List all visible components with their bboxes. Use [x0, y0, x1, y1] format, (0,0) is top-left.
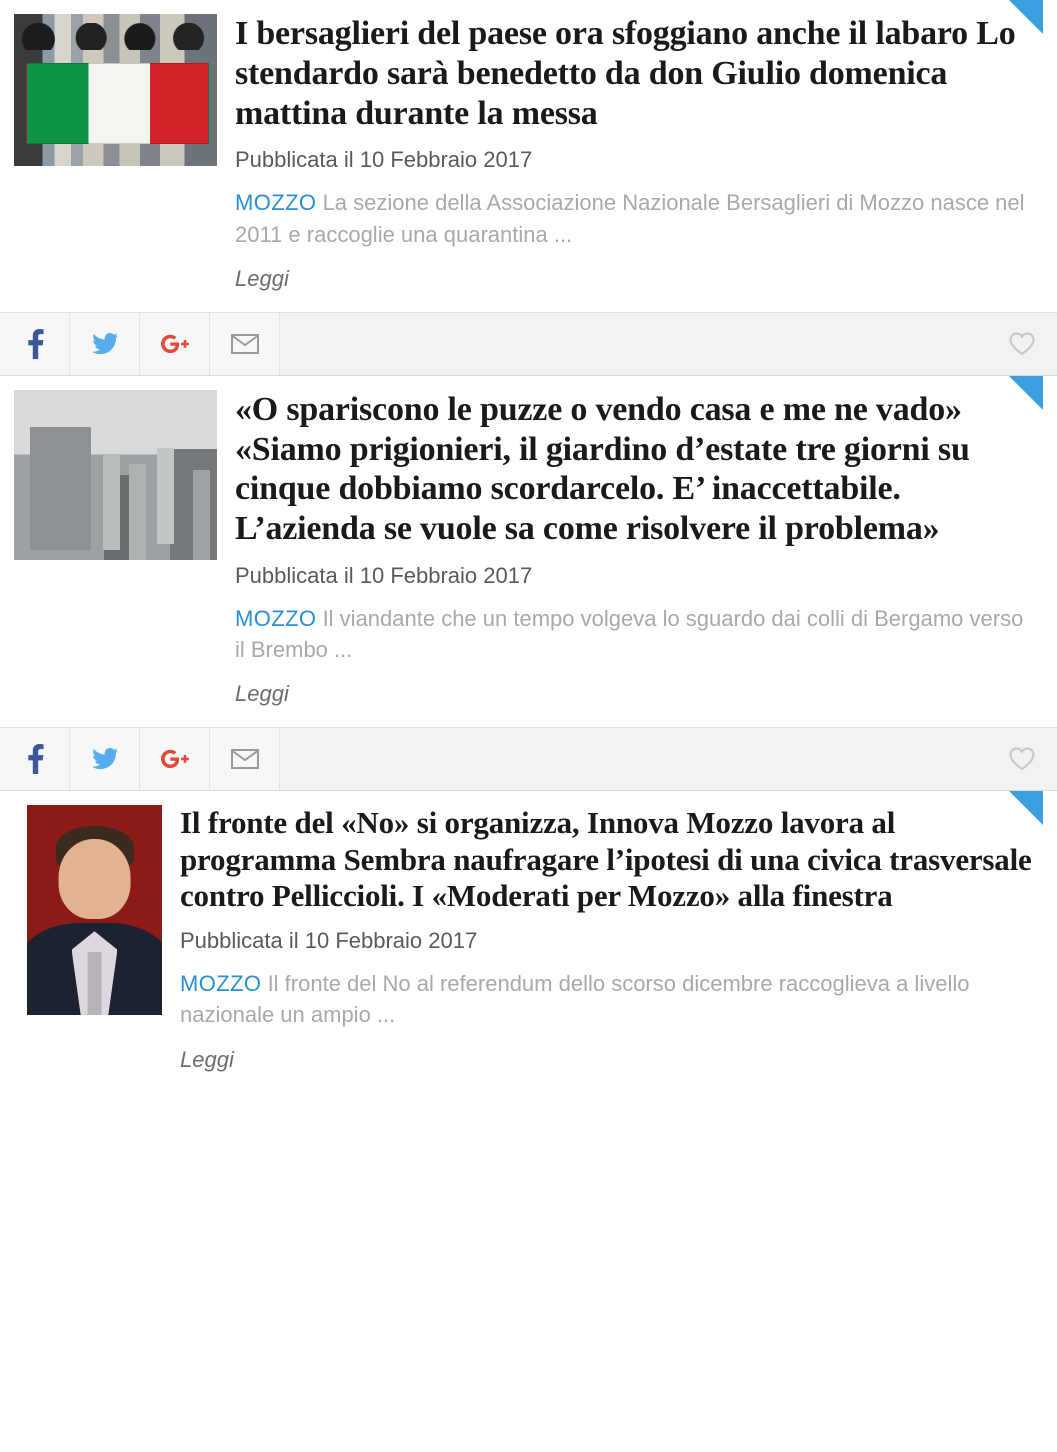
article-headline[interactable]: I bersaglieri del paese ora sfoggiano anche il labaro Lo stendardo sarà benedetto da don Giulio domenica mattina durante la messa: [235, 15, 1016, 132]
corner-ribbon-icon: [1009, 791, 1043, 825]
share-twitter-button[interactable]: [70, 728, 140, 790]
facebook-icon: [26, 329, 44, 359]
share-email-button[interactable]: [210, 728, 280, 790]
share-email-button[interactable]: [210, 313, 280, 375]
article-excerpt-text: Il viandante che un tempo volgeva lo sguardo dai colli di Bergamo verso il Brembo ...: [235, 605, 1024, 663]
article-content: [235, 390, 1039, 714]
facebook-icon: [26, 744, 44, 774]
heart-icon: [1009, 332, 1035, 356]
article-place: MOZZO: [235, 605, 317, 631]
portrait-image: [27, 805, 162, 1015]
share-spacer: [280, 728, 987, 790]
share-google-plus-button[interactable]: [140, 313, 210, 375]
corner-ribbon-icon: [1009, 376, 1043, 410]
article-body: [0, 376, 1057, 720]
share-bar: [0, 727, 1057, 791]
article-excerpt-text: Il fronte del No al referendum dello scorso dicembre raccoglieva a livello nazionale un ampio ...: [180, 971, 970, 1028]
article-published-date: Pubblicata il 10 Febbraio 2017: [235, 562, 533, 588]
email-icon: [231, 334, 259, 354]
heart-icon: [1009, 747, 1035, 771]
bersaglieri-flag-image: [14, 14, 217, 166]
google-plus-icon: [161, 749, 189, 769]
article-thumbnail[interactable]: [14, 390, 217, 560]
twitter-icon: [92, 333, 118, 355]
article-place: MOZZO: [180, 971, 262, 997]
email-icon: [231, 749, 259, 769]
article-excerpt: [235, 603, 1039, 665]
article-body: [0, 0, 1057, 304]
article-excerpt: [235, 187, 1039, 249]
twitter-icon: [92, 748, 118, 770]
article-content: [235, 14, 1039, 298]
face-shape: [58, 839, 131, 919]
article-published-date: Pubblicata il 10 Febbraio 2017: [180, 928, 478, 954]
industrial-plant-image: [14, 390, 217, 560]
share-facebook-button[interactable]: [0, 313, 70, 375]
read-more-link[interactable]: Leggi: [235, 681, 289, 707]
read-more-link[interactable]: Leggi: [180, 1046, 234, 1072]
share-facebook-button[interactable]: [0, 728, 70, 790]
crest-icon: [138, 82, 184, 128]
google-plus-icon: [161, 334, 189, 354]
article-place: MOZZO: [235, 190, 317, 216]
share-twitter-button[interactable]: [70, 313, 140, 375]
article-item[interactable]: [0, 376, 1057, 792]
share-bar: [0, 312, 1057, 376]
article-excerpt-text: La sezione della Associazione Nazionale Bersaglieri di Mozzo nasce nel 2011 e raccoglie una quarantina ...: [235, 190, 1025, 247]
read-more-link[interactable]: Leggi: [235, 265, 289, 291]
article-item[interactable]: [0, 791, 1057, 1084]
hats-decoration: [14, 23, 217, 50]
corner-ribbon-icon: [1009, 0, 1043, 34]
article-content: [180, 805, 1039, 1078]
share-spacer: [280, 313, 987, 375]
article-published-date: Pubblicata il 10 Febbraio 2017: [235, 147, 533, 173]
article-thumbnail[interactable]: [27, 805, 162, 1015]
share-google-plus-button[interactable]: [140, 728, 210, 790]
favorite-button[interactable]: [987, 313, 1057, 375]
article-headline[interactable]: Il fronte del «No» si organizza, Innova Mozzo lavora al programma Sembra naufragare l’ipotesi di una civica trasversale contro Pelliccioli. I «Moderati per Mozzo» alla finestra: [180, 805, 1032, 913]
article-thumbnail[interactable]: [14, 14, 217, 166]
article-item[interactable]: [0, 0, 1057, 376]
tie-shape: [87, 952, 102, 1015]
favorite-button[interactable]: [987, 728, 1057, 790]
article-headline[interactable]: «O spariscono le puzze o vendo casa e me ne vado» «Siamo prigionieri, il giardino d’estate tre giorni su cinque dobbiamo scordarcelo. E’ inaccettabile. L’azienda se vuole sa come risolvere il problema»: [235, 390, 970, 548]
article-excerpt: [180, 968, 1039, 1030]
article-body: [0, 791, 1057, 1084]
